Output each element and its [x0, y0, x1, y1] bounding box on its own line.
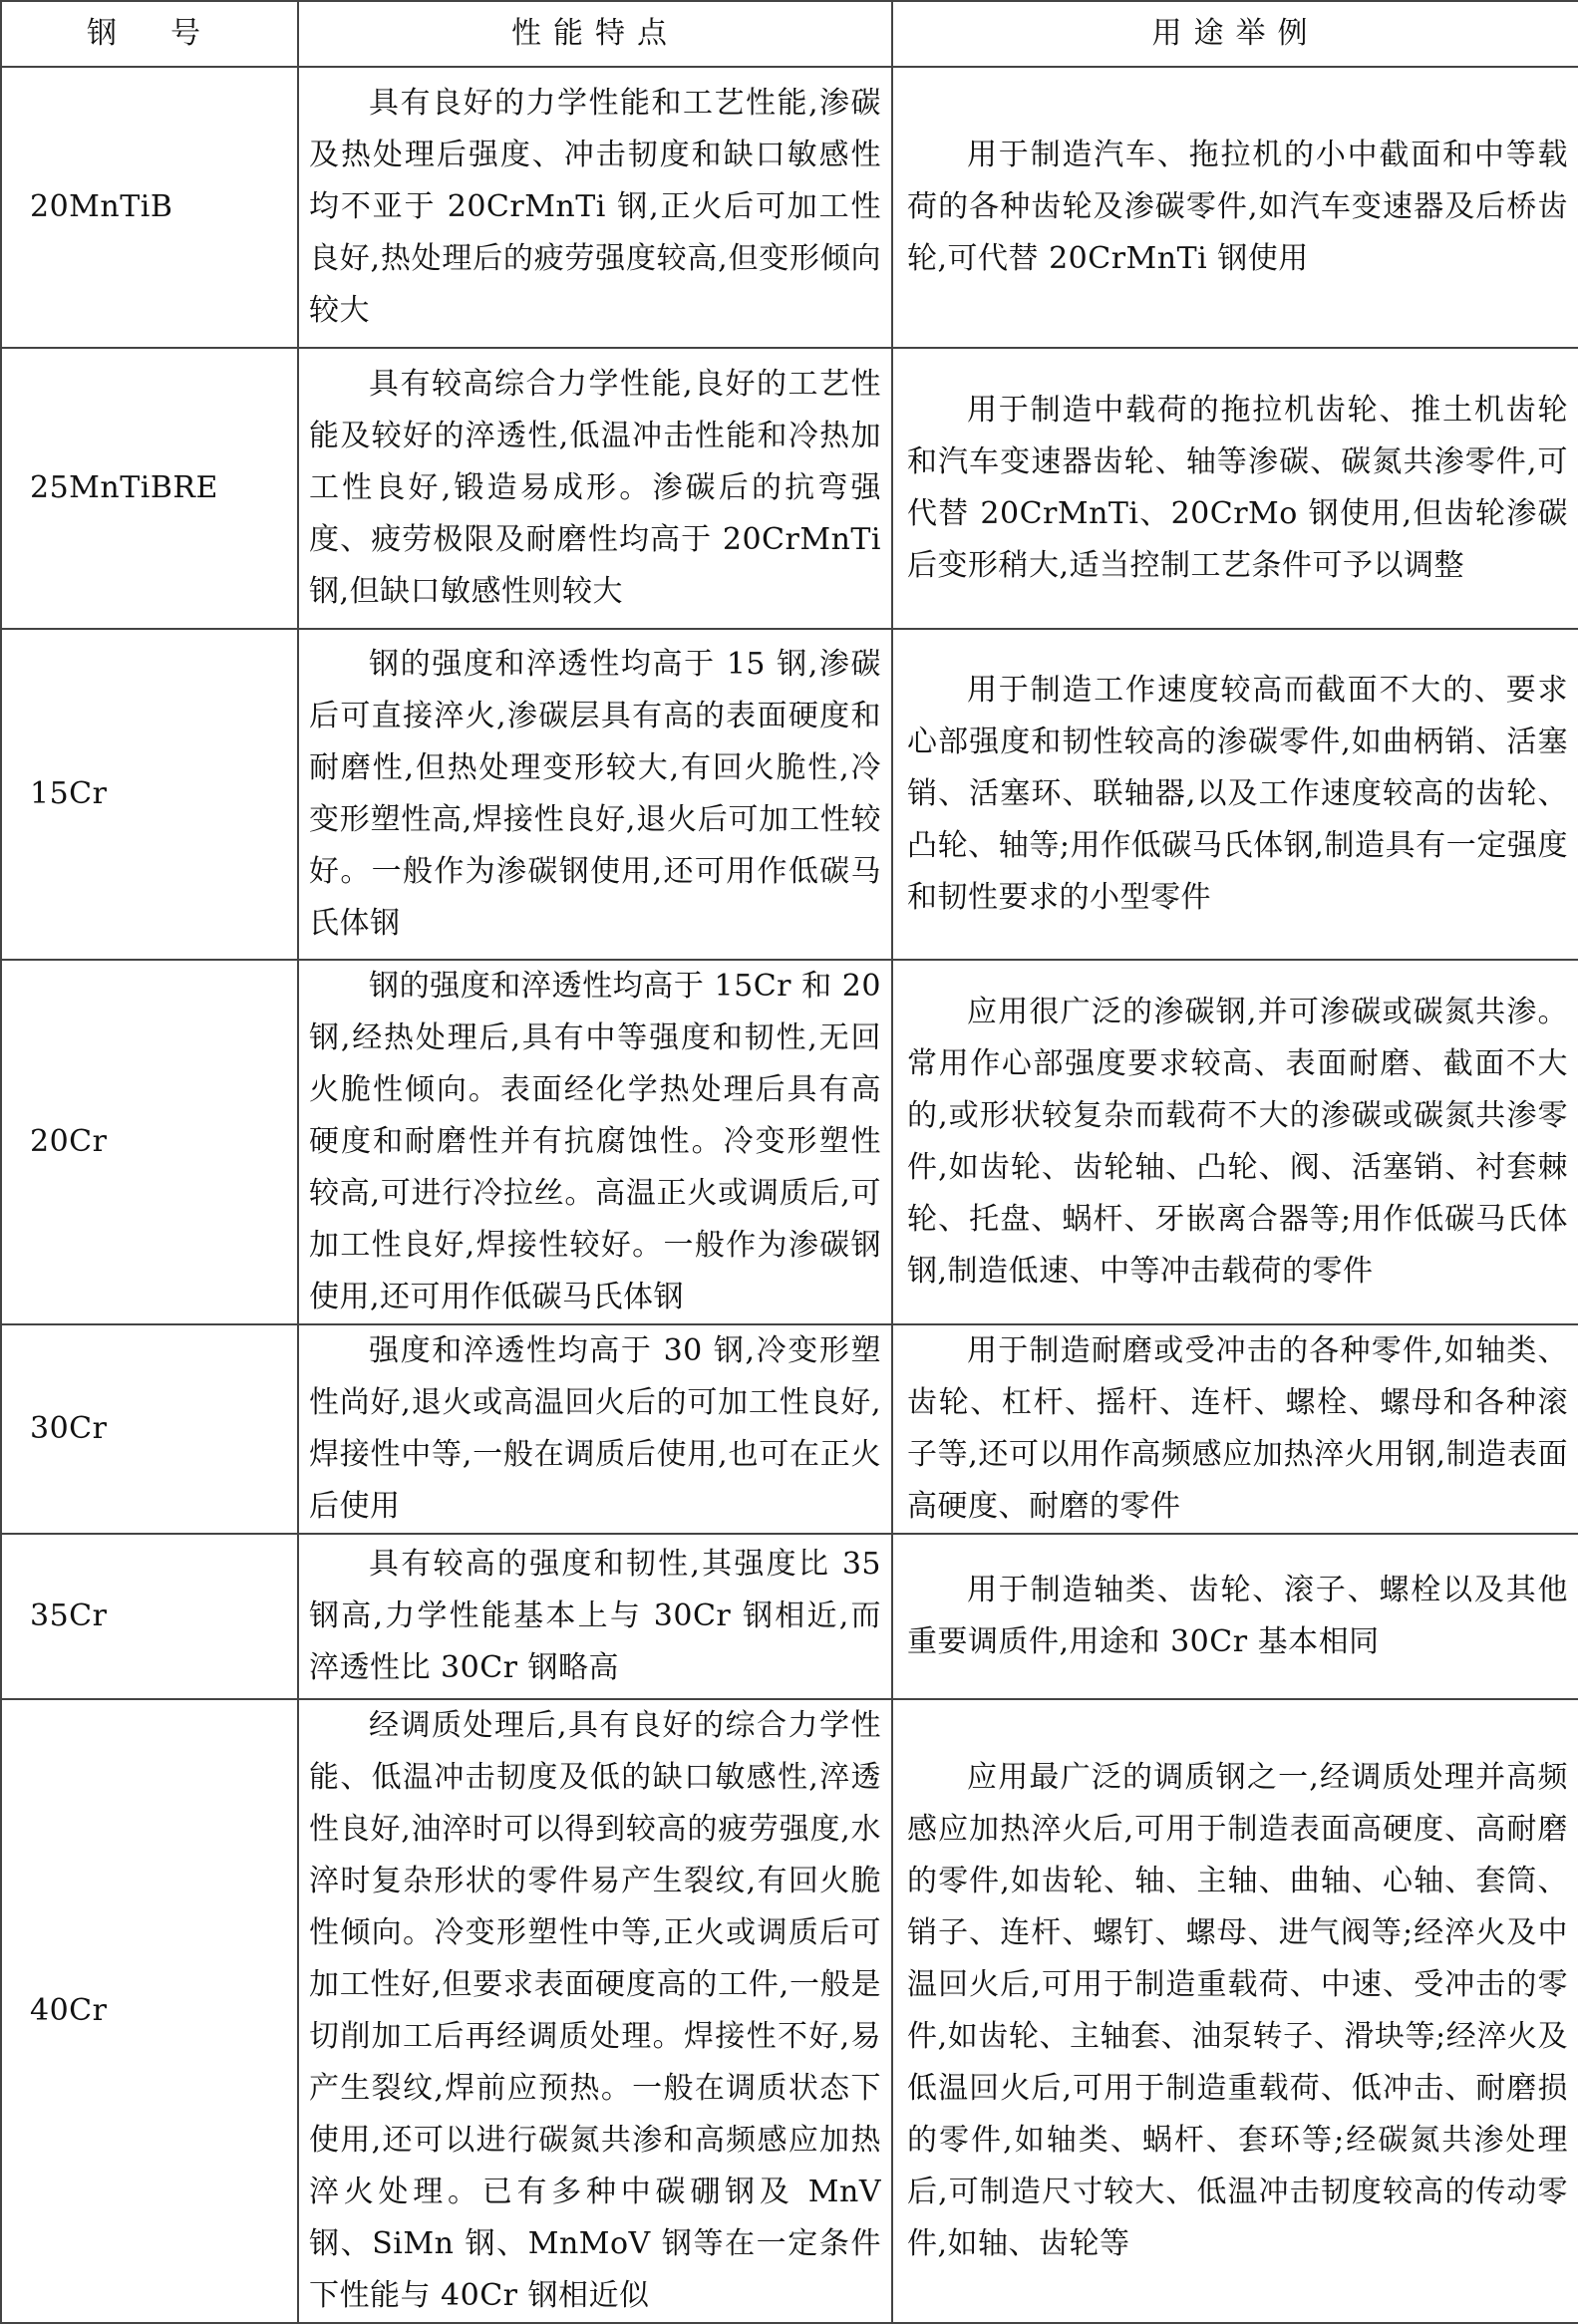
properties-cell: 具有良好的力学性能和工艺性能,渗碳及热处理后强度、冲击韧度和缺口敏感性均不亚于 20CrMnTi 钢,正火后可加工性良好,热处理后的疲劳强度较高,但变形倾向较大 — [298, 67, 892, 348]
table-row — [1, 1699, 1578, 2323]
table-row — [1, 1534, 1578, 1699]
table-row — [1, 1324, 1578, 1534]
header-applications: 用途举例 — [892, 1, 1578, 67]
grade-cell: 30Cr — [1, 1324, 298, 1534]
header-grade: 钢 号 — [1, 1, 298, 67]
grade-cell: 25MnTiBRE — [1, 348, 298, 629]
properties-cell: 钢的强度和淬透性均高于 15Cr 和 20 钢,经热处理后,具有中等强度和韧性,无回火脆性倾向。表面经化学热处理后具有高硬度和耐磨性并有抗腐蚀性。冷变形塑性较高,可进行冷拉丝。高温正火或调质后,可加工性良好,焊接性较好。一般作为渗碳钢使用,还可用作低碳马氏体钢 — [298, 960, 892, 1324]
properties-cell: 经调质处理后,具有良好的综合力学性能、低温冲击韧度及低的缺口敏感性,淬透性良好,油淬时可以得到较高的疲劳强度,水淬时复杂形状的零件易产生裂纹,有回火脆性倾向。冷变形塑性中等,正火或调质后可加工性好,但要求表面硬度高的工件,一般是切削加工后再经调质处理。焊接性不好,易产生裂纹,焊前应预热。一般在调质状态下使用,还可以进行碳氮共渗和高频感应加热淬火处理。已有多种中碳硼钢及 MnV 钢、SiMn 钢、MnMoV 钢等在一定条件下性能与 40Cr 钢相近似 — [298, 1699, 892, 2323]
grade-cell: 40Cr — [1, 1699, 298, 2323]
header-properties: 性能特点 — [298, 1, 892, 67]
grade-cell: 20Cr — [1, 960, 298, 1324]
table-row — [1, 629, 1578, 960]
table-row — [1, 67, 1578, 348]
applications-cell: 应用很广泛的渗碳钢,并可渗碳或碳氮共渗。常用作心部强度要求较高、表面耐磨、截面不大的,或形状较复杂而载荷不大的渗碳或碳氮共渗零件,如齿轮、齿轮轴、凸轮、阀、活塞销、衬套棘轮、托盘、蜗杆、牙嵌离合器等;用作低碳马氏体钢,制造低速、中等冲击载荷的零件 — [892, 960, 1578, 1324]
applications-cell: 用于制造中载荷的拖拉机齿轮、推土机齿轮和汽车变速器齿轮、轴等渗碳、碳氮共渗零件,可代替 20CrMnTi、20CrMo 钢使用,但齿轮渗碳后变形稍大,适当控制工艺条件可予以调整 — [892, 348, 1578, 629]
applications-cell: 用于制造汽车、拖拉机的小中截面和中等载荷的各种齿轮及渗碳零件,如汽车变速器及后桥齿轮,可代替 20CrMnTi 钢使用 — [892, 67, 1578, 348]
applications-cell: 用于制造轴类、齿轮、滚子、螺栓以及其他重要调质件,用途和 30Cr 基本相同 — [892, 1534, 1578, 1699]
table-row — [1, 960, 1578, 1324]
properties-cell: 具有较高综合力学性能,良好的工艺性能及较好的淬透性,低温冲击性能和冷热加工性良好,锻造易成形。渗碳后的抗弯强度、疲劳极限及耐磨性均高于 20CrMnTi 钢,但缺口敏感性则较大 — [298, 348, 892, 629]
grade-cell: 35Cr — [1, 1534, 298, 1699]
applications-cell: 应用最广泛的调质钢之一,经调质处理并高频感应加热淬火后,可用于制造表面高硬度、高耐磨的零件,如齿轮、轴、主轴、曲轴、心轴、套筒、销子、连杆、螺钉、螺母、进气阀等;经淬火及中温回火后,可用于制造重载荷、中速、受冲击的零件,如齿轮、主轴套、油泵转子、滑块等;经淬火及低温回火后,可用于制造重载荷、低冲击、耐磨损的零件,如轴类、蜗杆、套环等;经碳氮共渗处理后,可制造尺寸较大、低温冲击韧度较高的传动零件,如轴、齿轮等 — [892, 1699, 1578, 2323]
properties-cell: 强度和淬透性均高于 30 钢,冷变形塑性尚好,退火或高温回火后的可加工性良好,焊接性中等,一般在调质后使用,也可在正火后使用 — [298, 1324, 892, 1534]
applications-cell: 用于制造工作速度较高而截面不大的、要求心部强度和韧性较高的渗碳零件,如曲柄销、活塞销、活塞环、联轴器,以及工作速度较高的齿轮、凸轮、轴等;用作低碳马氏体钢,制造具有一定强度和韧性要求的小型零件 — [892, 629, 1578, 960]
properties-cell: 钢的强度和淬透性均高于 15 钢,渗碳后可直接淬火,渗碳层具有高的表面硬度和耐磨性,但热处理变形较大,有回火脆性,冷变形塑性高,焊接性良好,退火后可加工性较好。一般作为渗碳钢使用,还可用作低碳马氏体钢 — [298, 629, 892, 960]
properties-cell: 具有较高的强度和韧性,其强度比 35 钢高,力学性能基本上与 30Cr 钢相近,而淬透性比 30Cr 钢略高 — [298, 1534, 892, 1699]
applications-cell: 用于制造耐磨或受冲击的各种零件,如轴类、齿轮、杠杆、摇杆、连杆、螺栓、螺母和各种滚子等,还可以用作高频感应加热淬火用钢,制造表面高硬度、耐磨的零件 — [892, 1324, 1578, 1534]
table-header-row — [1, 1, 1578, 67]
grade-cell: 15Cr — [1, 629, 298, 960]
table-row — [1, 348, 1578, 629]
grade-cell: 20MnTiB — [1, 67, 298, 348]
